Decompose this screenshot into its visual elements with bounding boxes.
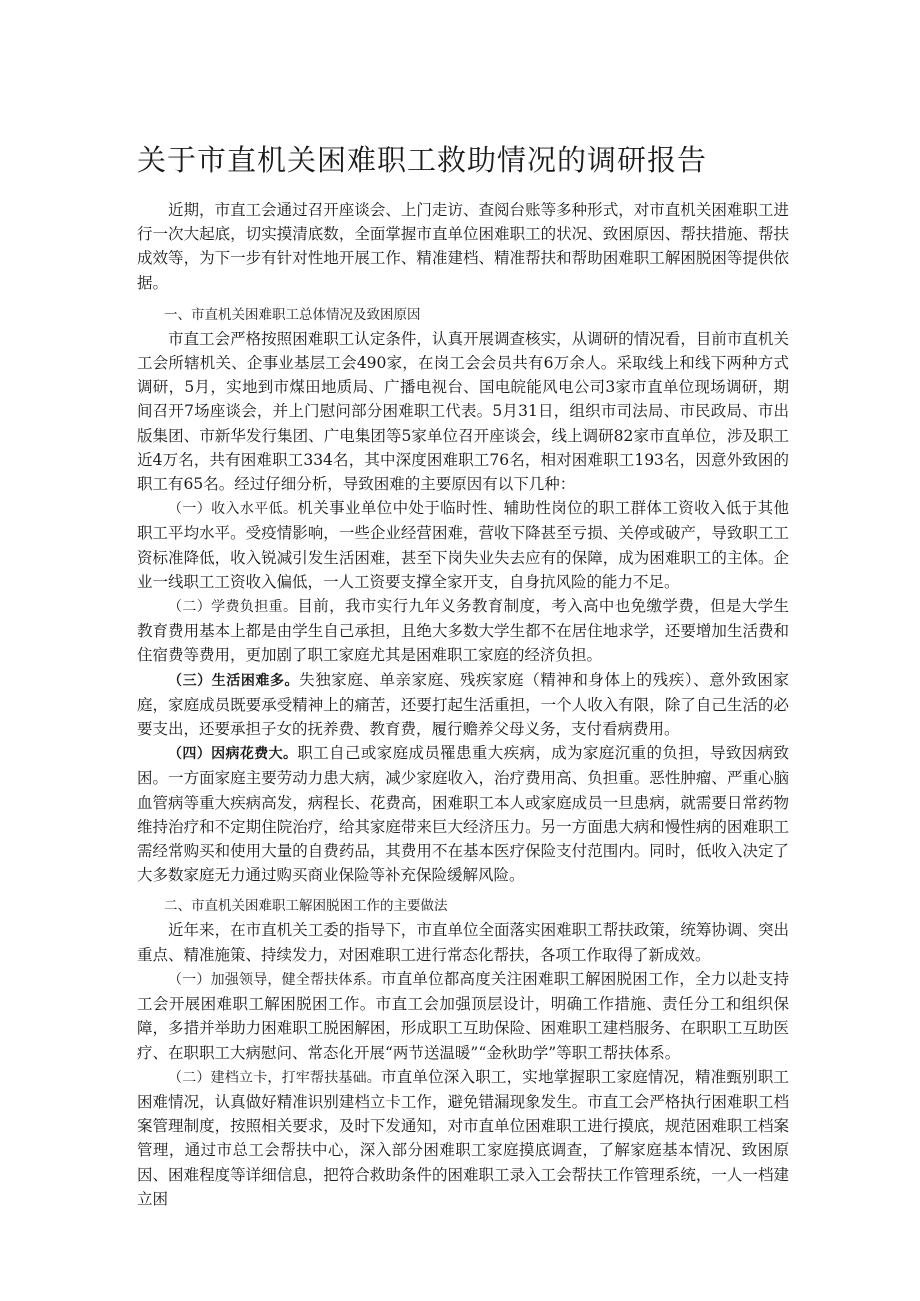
item-lead: （三）生活困难多。 bbox=[168, 672, 300, 689]
section-2-heading: 二、市直机关困难职工解困脱困工作的主要做法 bbox=[164, 898, 448, 915]
document-body bbox=[137, 140, 789, 1211]
section-1-item-4 bbox=[137, 741, 789, 887]
section-1-item-3 bbox=[137, 668, 789, 742]
section-1-heading: 一、市直机关困难职工总体情况及致困原因 bbox=[164, 306, 421, 323]
section-2-paragraph: 近年来，在市直机关工委的指导下，市直单位全面落实困难职工帮扶政策，统筹协调、突出重点、精准施策、持续发力，对困难职工进行常态化帮扶，各项工作取得了新成效。 bbox=[137, 921, 789, 964]
item-lead: （二）学费负担重。 bbox=[168, 599, 298, 616]
section-1-item-2 bbox=[137, 594, 789, 668]
section-2-item-1 bbox=[137, 967, 789, 1065]
item-lead: （一）加强领导，健全帮扶体系。 bbox=[168, 971, 381, 988]
item-text: 职工自己或家庭成员罹患重大疾病，成为家庭沉重的负担，导致因病致困。一方面家庭主要劳动力患大病，减少家庭收入，治疗费用高、负担重。恶性肿瘤、严重心脑血管病等重大疾病高发，病程长、花费高，困难职工本人或家庭成员一旦患病，就需要日常药物维持治疗和不定期住院治疗，给其家庭带来巨大经济压力。另一方面患大病和慢性病的困难职工需经常购买和使用大量的自费药品，其费用不在基本医疗保险支付范围内。同时，低收入决定了大多数家庭无力通过购买商业保险等补充保险缓解风险。 bbox=[137, 744, 789, 885]
item-text: 机关事业单位中处于临时性、辅助性岗位的职工群体工资收入低于其他职工平均水平。受疫情影响，一些企业经营困难，营收下降甚至亏损、关停或破产，导致职工工资标准降低，收入锐减引发生活困难，甚至下岗失业失去应有的保障，成为困难职工的主体。企业一线职工工资收入偏低，一人工资要支撑全家开支，自身抗风险的能力不足。 bbox=[137, 499, 789, 591]
intro-paragraph: 近期，市直工会通过召开座谈会、上门走访、查阅台账等多种形式，对市直机关困难职工进行一次大起底，切实摸清底数，全面掌握市直单位困难职工的状况、致困原因、帮扶措施、帮扶成效等，为下一步有针对性地开展工作、精准建档、精准帮扶和帮助困难职工解困脱困等提供依据。 bbox=[137, 201, 789, 292]
item-text: 失独家庭、单亲家庭、残疾家庭（精神和身体上的残疾）、意外致困家庭，家庭成员既要承受精神上的痛苦，还要打起生活重担，一个人收入有限，除了自己生活的必要支出，还要承担子女的抚养费、教育费，履行赡养父母义务，支付看病费用。 bbox=[137, 670, 789, 739]
item-text: 目前，我市实行九年义务教育制度，考入高中也免缴学费，但是大学生教育费用基本上都是由学生自己承担，且绝大多数大学生都不在居住地求学，还要增加生活费和住宿费等费用，更加剧了职工家庭尤其是困难职工家庭的经济负担。 bbox=[137, 597, 789, 665]
section-1-item-1 bbox=[137, 496, 789, 594]
item-lead: （一）收入水平低。 bbox=[168, 501, 298, 518]
item-lead: （四）因病花费大。 bbox=[168, 746, 298, 763]
item-text: 市直单位深入职工，实地掌握职工家庭情况，精准甄别职工困难情况，认真做好精准识别建档立卡工作，避免错漏现象发生。市直工会严格执行困难职工档案管理制度，按照相关要求，及时下发通知，对市直单位困难职工进行摸底，规范困难职工档案管理，通过市总工会帮扶中心，深入部分困难职工家庭摸底调查，了解家庭基本情况、致困原因、困难程度等详细信息，把符合救助条件的困难职工录入工会帮扶工作管理系统，一人一档建立困 bbox=[137, 1067, 789, 1208]
item-lead: （二）建档立卡，打牢帮扶基础。 bbox=[168, 1069, 381, 1086]
document-title: 关于市直机关困难职工救助情况的调研报告 bbox=[137, 143, 708, 177]
section-1-paragraph: 市直工会严格按照困难职工认定条件，认真开展调查核实，从调研的情况看，目前市直机关工会所辖机关、企事业基层工会490家，在岗工会会员共有6万余人。采取线上和线下两种方式调研，5月，实地到市煤田地质局、广播电视台、国电皖能风电公司3家市直单位现场调研，期间召开7场座谈会，并上门慰问部分困难职工代表。5月31日，组织市司法局、市民政局、市出版集团、市新华发行集团、广电集团等5家单位召开座谈会，线上调研82家市直单位，涉及职工近4万名，共有困难职工334名，其中深度困难职工76名，相对困难职工193名，因意外致困的职工有65名。经过仔细分析，导致困难的主要原因有以下几种： bbox=[137, 329, 789, 494]
item-text: 市直单位都高度关注困难职工解困脱困工作，全力以赴支持工会开展困难职工解困脱困工作。市直工会加强顶层设计，明确工作措施、责任分工和组织保障，多措并举助力困难职工脱困解困，形成职工互助保险、困难职工建档服务、在职职工互助医疗、在职职工大病慰问、常态化开展“两节送温暖”“金秋助学”等职工帮扶体系。 bbox=[137, 969, 789, 1062]
section-2-item-2 bbox=[137, 1065, 789, 1211]
